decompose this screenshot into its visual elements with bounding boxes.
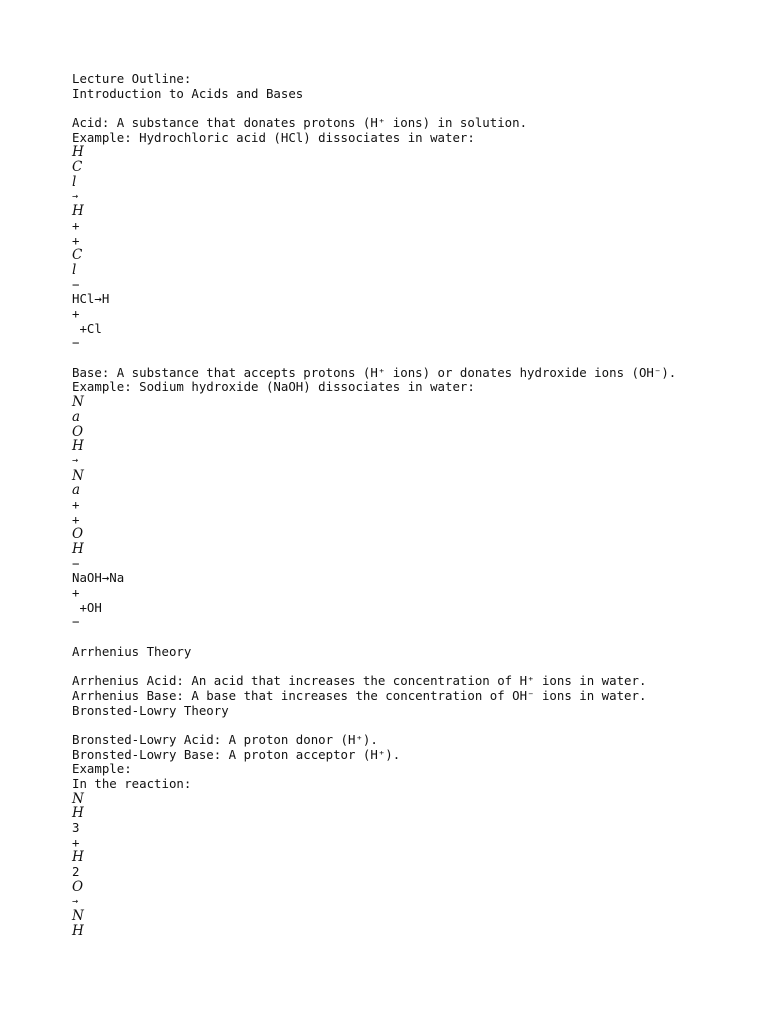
text-line: l	[72, 261, 77, 278]
text-line: NaOH→Na	[72, 570, 125, 586]
text-line: +Cl	[72, 320, 102, 336]
text-line: N	[72, 394, 84, 411]
text-line: 2	[72, 864, 80, 880]
text-line: −	[72, 555, 80, 571]
text-line: −	[72, 335, 80, 351]
text-line: N	[72, 467, 84, 484]
text-line: H	[72, 541, 84, 557]
text-line: Example:	[72, 761, 132, 777]
blank-line	[72, 660, 712, 675]
text-line: Example: Hydrochloric acid (HCl) dissociates in water:	[72, 129, 475, 145]
blank-line	[72, 351, 712, 366]
text-line: C	[72, 247, 83, 264]
text-line: +	[72, 496, 80, 512]
text-line: H	[72, 849, 84, 866]
text-line: Introduction to Acids and Bases	[72, 85, 304, 101]
text-line: H	[72, 203, 84, 220]
text-line: −	[72, 276, 80, 292]
text-line: →	[72, 454, 79, 466]
text-line: +OH	[72, 599, 102, 615]
text-line: −	[72, 614, 80, 630]
text-line: H	[72, 144, 84, 161]
text-line: Arrhenius Theory	[72, 643, 192, 659]
text-line: N	[72, 790, 84, 807]
text-line: Base: A substance that accepts protons (H⁺ ions) or donates hydroxide ions (OH⁻).	[72, 364, 677, 380]
text-line: HCl→H	[72, 291, 110, 307]
text-line: a	[72, 408, 81, 425]
text-line: O	[72, 878, 84, 895]
text-line: +	[72, 232, 80, 248]
text-line: H	[72, 805, 84, 822]
text-line: N	[72, 908, 84, 925]
document-body	[72, 72, 712, 939]
text-line: C	[72, 159, 83, 176]
blank-line	[72, 718, 712, 733]
text-line: +	[72, 834, 80, 850]
text-line: →	[72, 895, 79, 907]
text-line: Acid: A substance that donates protons (H⁺ ions) in solution.	[72, 115, 528, 131]
text-line: Lecture Outline:	[72, 71, 192, 86]
text-line: Arrhenius Base: A base that increases the concentration of OH⁻ ions in water.	[72, 687, 647, 703]
text-line: +	[72, 511, 80, 527]
text-line: In the reaction:	[72, 776, 192, 791]
text-line: Bronsted-Lowry Base: A proton acceptor (H⁺).	[72, 746, 401, 762]
text-line: H	[72, 438, 84, 455]
text-line: Bronsted-Lowry Acid: A proton donor (H⁺).	[72, 731, 378, 747]
text-line: +	[72, 217, 80, 233]
blank-line	[72, 101, 712, 116]
text-line: Bronsted-Lowry Theory	[72, 702, 229, 718]
text-line: Arrhenius Acid: An acid that increases the concentration of H⁺ ions in water.	[72, 673, 647, 689]
text-line: +	[72, 306, 80, 321]
blank-line	[72, 630, 712, 645]
text-line: Example: Sodium hydroxide (NaOH) dissociates in water:	[72, 379, 475, 395]
text-line: 3	[72, 820, 80, 836]
text-line: O	[72, 423, 84, 440]
text-line: H	[72, 922, 84, 939]
text-line: →	[72, 190, 79, 202]
text-line: l	[72, 173, 77, 190]
text-line: +	[72, 585, 80, 601]
text-line: O	[72, 526, 84, 543]
text-line: a	[72, 482, 81, 499]
